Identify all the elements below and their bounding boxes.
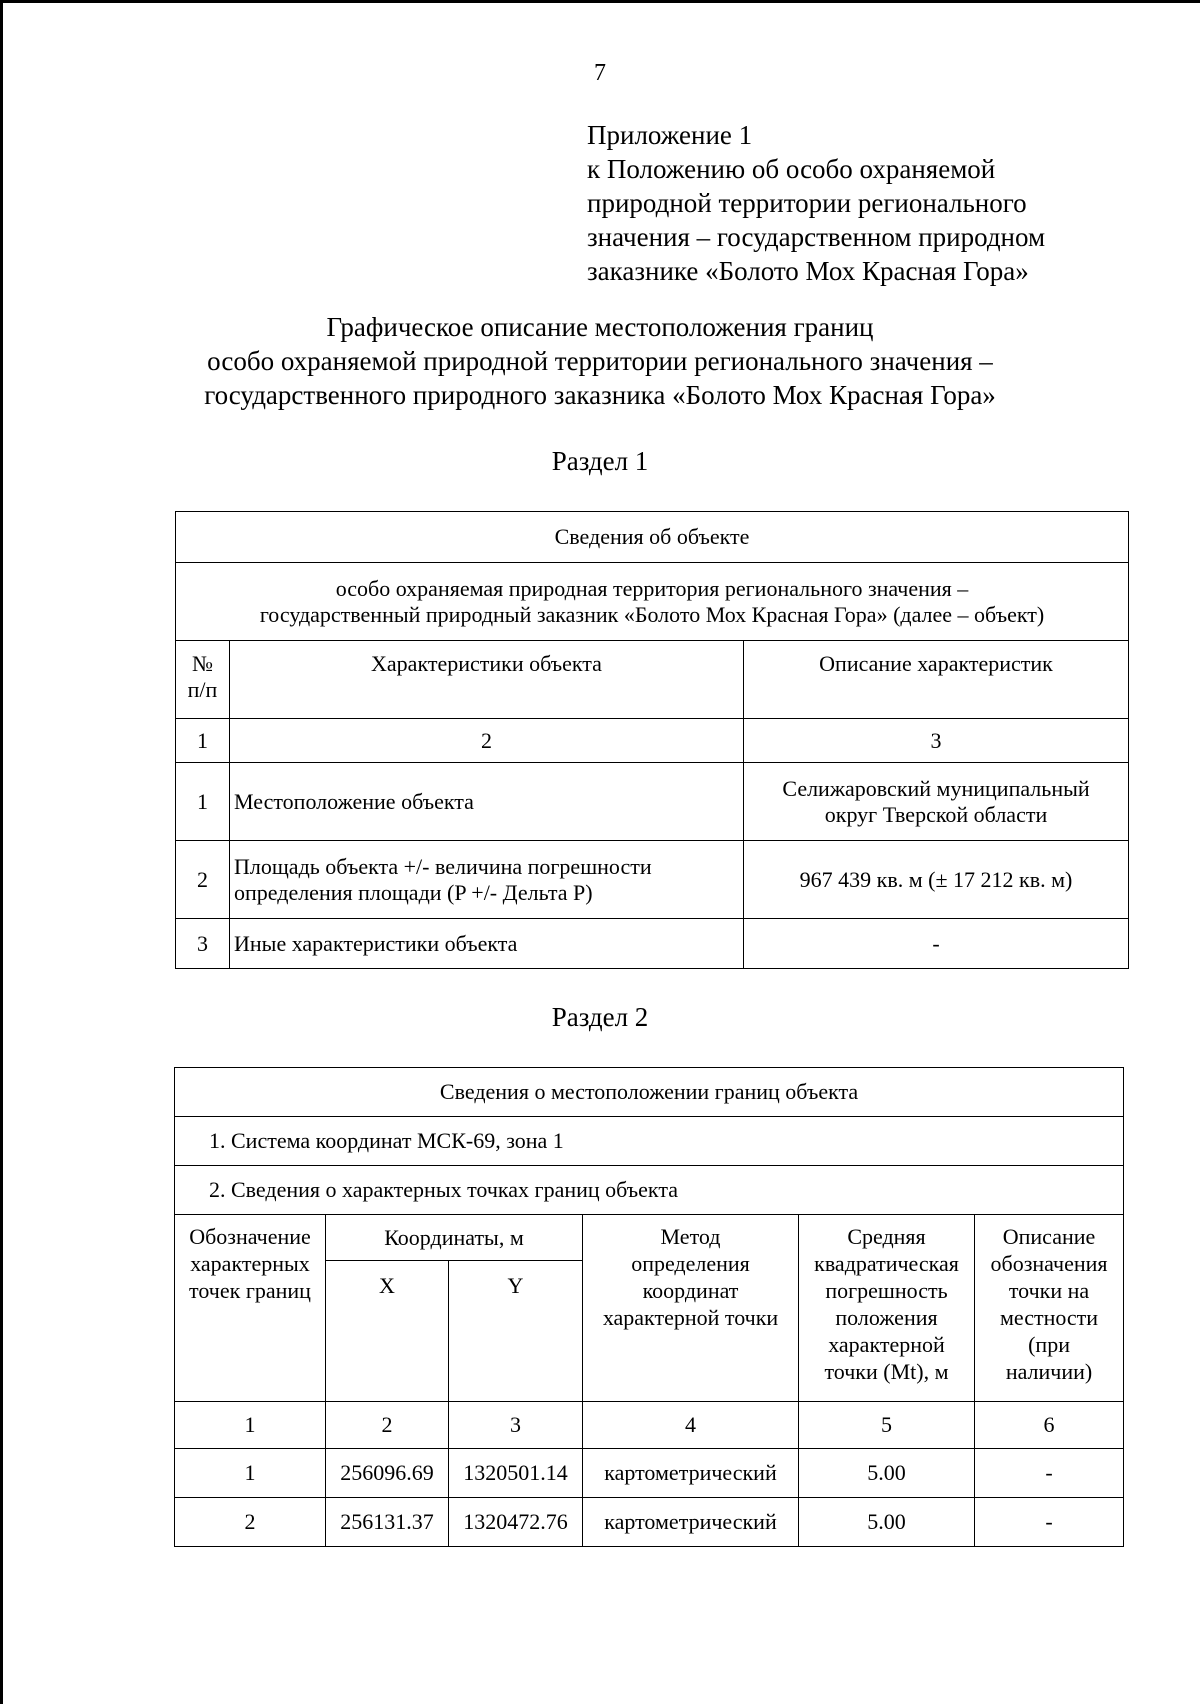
scan-left-border (0, 0, 3, 1704)
point-error: 5.00 (799, 1498, 975, 1547)
title-line: государственного природного заказника «Болото Мох Красная Гора» (204, 380, 996, 410)
header-error-line: точки (Mt), м (824, 1359, 949, 1384)
header-marker-line: (при (1028, 1332, 1070, 1357)
row-value-line: Селижаровский муниципальный (782, 775, 1090, 801)
header-marker-line: обозначения (990, 1251, 1108, 1276)
header-designation-line: характерных (190, 1251, 310, 1276)
row-number: 1 (176, 763, 230, 841)
row-value: 967 439 кв. м (± 17 212 кв. м) (744, 841, 1129, 919)
header-error-line: погрешность (825, 1278, 948, 1303)
section2-heading: Раздел 2 (551, 1002, 649, 1032)
header-error-line: характерной (828, 1332, 945, 1357)
header-method-line: определения (631, 1251, 750, 1276)
header-error-line: Средняя (847, 1224, 926, 1249)
column-number: 1 (175, 1402, 326, 1449)
object-line: государственный природный заказник «Болото Мох Красная Гора» (далее – объект) (259, 601, 1045, 627)
column-number: 4 (583, 1402, 799, 1449)
appendix-line: заказнике «Болото Мох Красная Гора» (587, 256, 1029, 286)
point-designation: 1 (175, 1449, 326, 1498)
column-number: 3 (449, 1402, 583, 1449)
row-number: 2 (176, 841, 230, 919)
header-designation-line: точек границ (189, 1278, 311, 1303)
table-row (175, 1498, 1124, 1547)
header-method-line: характерной точки (602, 1305, 779, 1330)
scan-top-border (0, 0, 1200, 3)
row-characteristic: Иные характеристики объекта (230, 919, 744, 969)
appendix-line: значения – государственном природном (587, 222, 1046, 252)
header-method (583, 1215, 799, 1402)
appendix-line: Приложение 1 (587, 120, 753, 150)
header-characteristics: Характеристики объекта (230, 641, 744, 719)
table-row (176, 763, 1129, 841)
object-info-caption: Сведения об объекте (176, 512, 1129, 563)
appendix-line: природной территории регионального (587, 188, 1027, 218)
header-coordinates: Координаты, м (326, 1215, 583, 1261)
column-number: 3 (744, 719, 1129, 763)
row-value (744, 763, 1129, 841)
header-num-line: № (192, 651, 213, 676)
header-marker-line: Описание (1002, 1224, 1096, 1249)
header-description: Описание характеристик (744, 641, 1129, 719)
row-number: 3 (176, 919, 230, 969)
header-error (799, 1215, 975, 1402)
header-marker-line: местности (999, 1305, 1099, 1330)
column-number: 6 (975, 1402, 1124, 1449)
header-error-line: квадратическая (814, 1251, 959, 1276)
header-designation-line: Обозначение (189, 1224, 311, 1249)
column-number: 2 (230, 719, 744, 763)
section1-heading: Раздел 1 (551, 446, 649, 476)
row-characteristic-line: определения площади (P +/- Дельта P) (234, 879, 593, 905)
row-characteristic (230, 841, 744, 919)
point-designation: 2 (175, 1498, 326, 1547)
point-error: 5.00 (799, 1449, 975, 1498)
header-marker-line: точки на (1008, 1278, 1090, 1303)
column-number: 1 (176, 719, 230, 763)
point-y: 1320501.14 (449, 1449, 583, 1498)
point-y: 1320472.76 (449, 1498, 583, 1547)
header-error-line: положения (835, 1305, 938, 1330)
header-num-line: п/п (187, 677, 218, 702)
boundary-points-table (174, 1067, 1124, 1547)
page-number: 7 (594, 60, 606, 86)
header-x: X (326, 1261, 449, 1402)
document-title (0, 310, 1200, 412)
title-line: Графическое описание местоположения границ (326, 312, 874, 342)
point-method: картометрический (583, 1449, 799, 1498)
row-value: - (744, 919, 1129, 969)
points-info: 2. Сведения о характерных точках границ объекта (175, 1166, 1124, 1215)
column-number: 5 (799, 1402, 975, 1449)
row-characteristic: Местоположение объекта (230, 763, 744, 841)
point-method: картометрический (583, 1498, 799, 1547)
row-value-line: округ Тверской области (824, 801, 1048, 827)
point-x: 256131.37 (326, 1498, 449, 1547)
point-marker: - (975, 1449, 1124, 1498)
table-row (176, 919, 1129, 969)
appendix-block (587, 118, 1045, 288)
table-row (175, 1449, 1124, 1498)
header-designation (175, 1215, 326, 1402)
point-marker: - (975, 1498, 1124, 1547)
object-description (176, 563, 1129, 641)
coordinate-system: 1. Система координат МСК-69, зона 1 (175, 1117, 1124, 1166)
header-num (176, 641, 230, 719)
boundary-caption: Сведения о местоположении границ объекта (175, 1068, 1124, 1117)
header-method-line: координат (642, 1278, 739, 1303)
table-row (176, 841, 1129, 919)
header-marker (975, 1215, 1124, 1402)
column-number: 2 (326, 1402, 449, 1449)
object-line: особо охраняемая природная территория регионального значения – (335, 575, 969, 601)
object-info-table (175, 511, 1129, 969)
header-y: Y (449, 1261, 583, 1402)
row-characteristic-line: Площадь объекта +/- величина погрешности (234, 853, 652, 879)
appendix-line: к Положению об особо охраняемой (587, 154, 996, 184)
title-line: особо охраняемой природной территории регионального значения – (207, 346, 993, 376)
header-marker-line: наличии) (1005, 1359, 1093, 1384)
point-x: 256096.69 (326, 1449, 449, 1498)
header-method-line: Метод (660, 1224, 721, 1249)
